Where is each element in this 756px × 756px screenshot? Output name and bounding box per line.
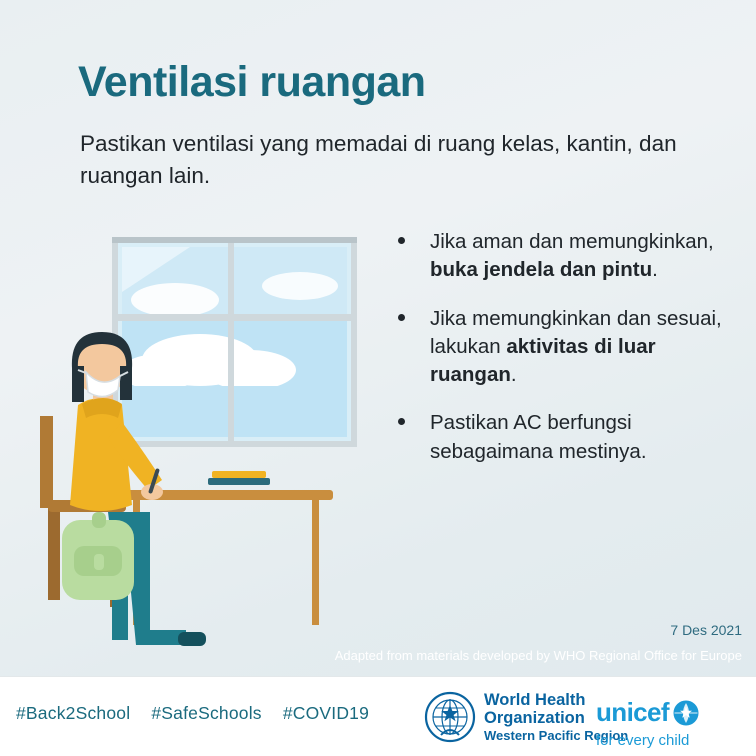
who-emblem-icon [424,691,476,743]
unicef-logo [596,697,699,749]
who-line-1: World Health [484,691,586,709]
who-line-2: Organization [484,709,585,728]
backpack-icon [62,512,134,600]
desk-icon [118,490,333,625]
hashtag-group [16,703,385,724]
page-subtitle: Pastikan ventilasi yang memadai di ruang kelas, kantin, dan ruangan lain. [80,131,677,188]
hashtag-safeschools[interactable]: #SafeSchools [151,703,262,723]
unicef-emblem-icon [673,700,699,726]
bullet-text-post: . [652,258,658,282]
list-item [392,228,722,285]
bullet-text-pre: Jika aman dan memungkinkan, [430,230,714,253]
hashtag-back2school[interactable]: #Back2School [16,703,131,723]
who-line-3: Western Pacific Region [484,728,629,744]
bullet-list [392,228,722,486]
list-item [392,409,722,466]
list-item [392,305,722,390]
classroom-illustration [0,200,400,670]
bullet-text-pre: Pastikan AC berfungsi sebagaimana mestinya. [430,411,647,463]
bullet-text-post: . [510,363,517,387]
bullet-dot-icon [398,418,405,425]
books-icon [208,471,270,485]
bullet-text-pre: Jika memungkinkan dan sesuai, lakukan [430,306,722,358]
bullet-dot-icon [398,314,405,321]
date-label: 7 Des 2021 [670,622,742,638]
unicef-wordmark: unicef [596,697,669,727]
unicef-tagline: for every child [596,732,690,749]
window-icon [112,237,357,447]
footer-bar [0,676,756,756]
page-title: Ventilasi ruangan [78,58,426,106]
bullet-text-strong: aktivitas di luar ruangan [430,334,656,387]
credit-label: Adapted from materials developed by WHO Regional Office for Europe [334,648,742,663]
hashtag-covid19[interactable]: #COVID19 [282,703,370,723]
bullet-text-strong: buka jendela dan pintu [430,258,653,282]
bullet-dot-icon [398,237,405,244]
